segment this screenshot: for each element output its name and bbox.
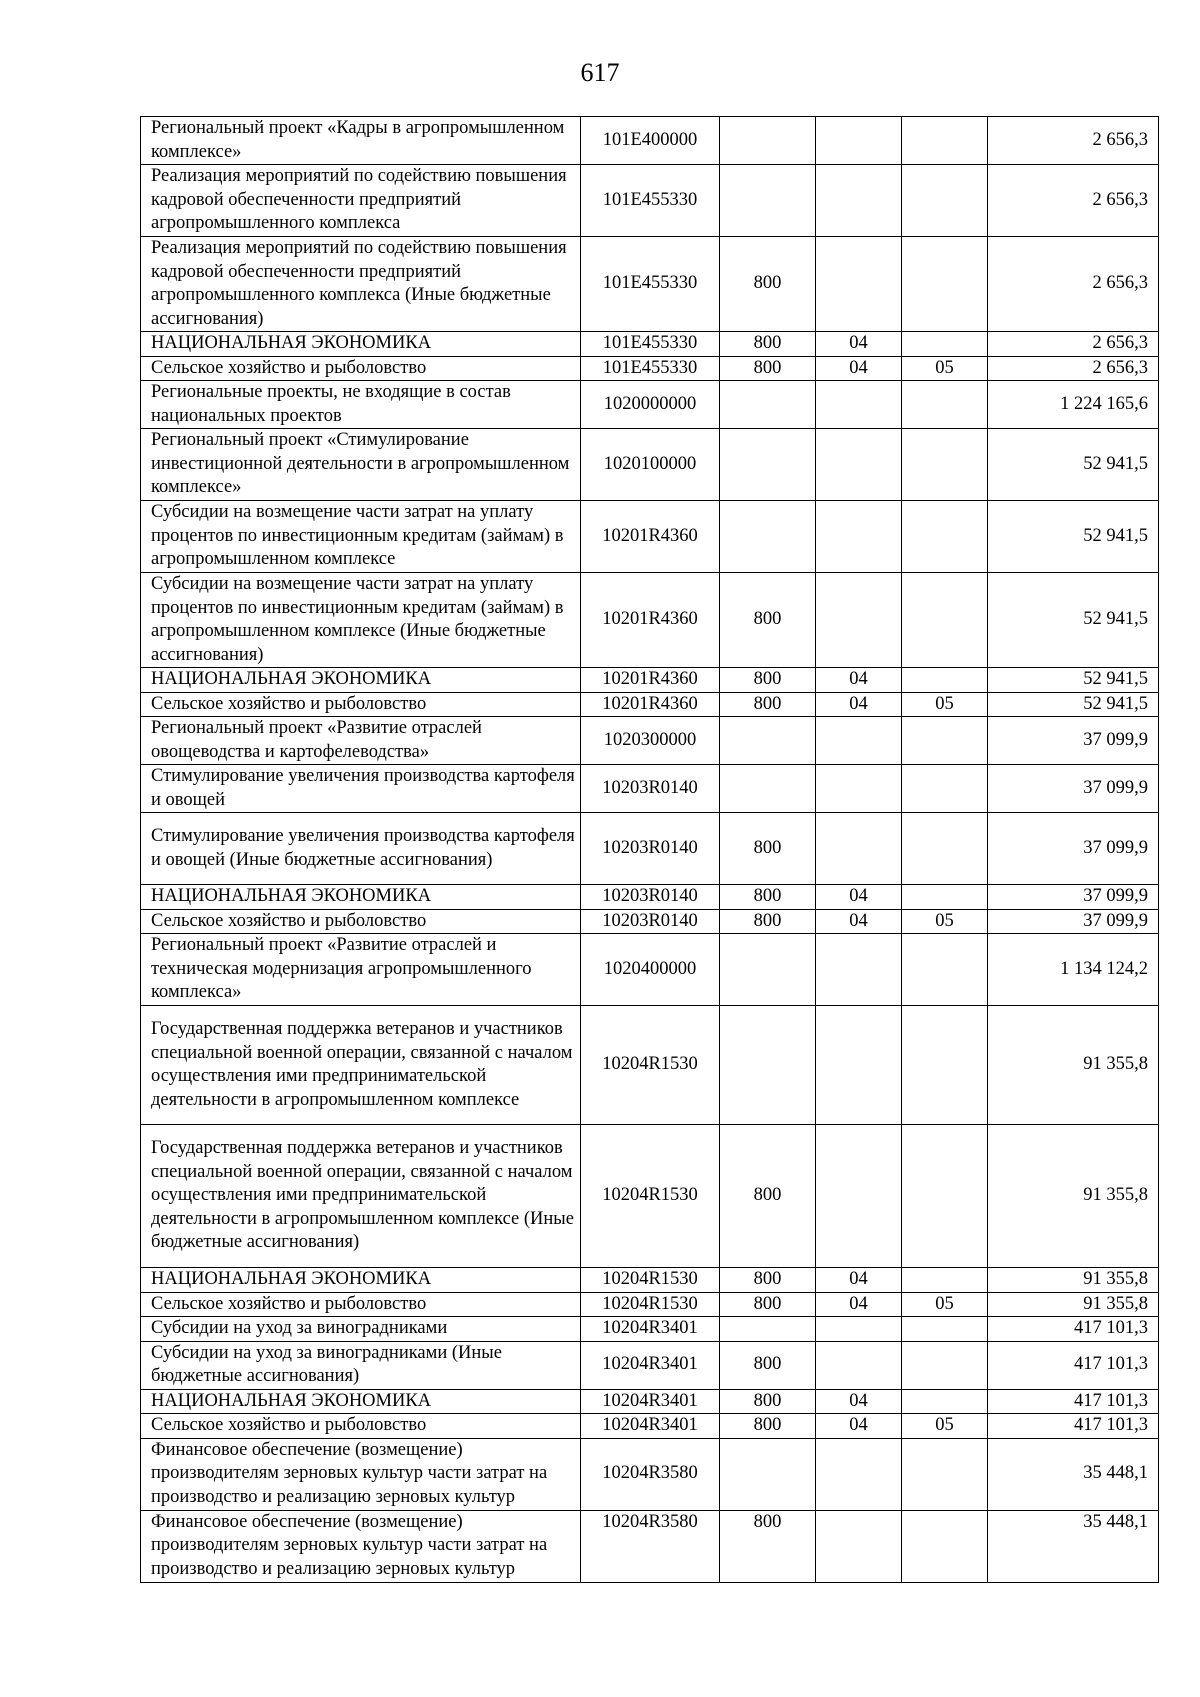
row-name-cell: Региональный проект «Развитие отраслей овощеводства и картофелеводства» [141,717,581,765]
row-csr-cell: 1020100000 [581,429,720,501]
budget-table [140,116,1159,1583]
row-rz-cell: 04 [816,1292,902,1317]
table-row [141,1317,1159,1342]
row-prz-cell [902,1268,988,1293]
row-vr-cell: 800 [720,813,816,885]
row-sum-cell: 35 448,1 [988,1510,1159,1582]
row-csr-cell: 10201R4360 [581,668,720,693]
row-name-cell: Стимулирование увеличения производства картофеля и овощей [141,765,581,813]
row-rz-cell: 04 [816,356,902,381]
row-vr-cell [720,1438,816,1510]
row-sum-cell: 35 448,1 [988,1438,1159,1510]
table-row [141,934,1159,1006]
table-row [141,573,1159,668]
row-csr-cell: 1020300000 [581,717,720,765]
row-name-cell: Государственная поддержка ветеранов и участников специальной военной операции, связанной с началом осуществления ими предпринимательской деятельности в агропромышленном комплексе [141,1006,581,1125]
row-csr-cell: 10201R4360 [581,573,720,668]
row-sum-cell: 37 099,9 [988,909,1159,934]
row-vr-cell: 800 [720,1414,816,1439]
row-prz-cell [902,1341,988,1389]
row-prz-cell [902,668,988,693]
row-sum-cell: 91 355,8 [988,1006,1159,1125]
row-csr-cell: 101Е455330 [581,165,720,237]
table-row [141,765,1159,813]
row-rz-cell [816,1125,902,1268]
table-row [141,1268,1159,1293]
row-rz-cell [816,117,902,165]
row-vr-cell: 800 [720,1125,816,1268]
row-name-cell: Региональный проект «Кадры в агропромышленном комплексе» [141,117,581,165]
row-csr-cell: 10204R1530 [581,1292,720,1317]
row-csr-cell: 10204R3401 [581,1341,720,1389]
row-csr-cell: 1020400000 [581,934,720,1006]
table-row [141,717,1159,765]
row-name-cell: НАЦИОНАЛЬНАЯ ЭКОНОМИКА [141,1389,581,1414]
row-vr-cell: 800 [720,332,816,357]
row-prz-cell [902,1317,988,1342]
row-vr-cell: 800 [720,237,816,332]
row-sum-cell: 417 101,3 [988,1414,1159,1439]
row-vr-cell [720,765,816,813]
row-rz-cell [816,573,902,668]
table-row [141,381,1159,429]
row-rz-cell [816,501,902,573]
row-prz-cell [902,429,988,501]
table-row [141,117,1159,165]
row-name-cell: Субсидии на уход за виноградниками (Иные бюджетные ассигнования) [141,1341,581,1389]
row-csr-cell: 10203R0140 [581,813,720,885]
row-sum-cell: 2 656,3 [988,165,1159,237]
row-name-cell: Субсидии на уход за виноградниками [141,1317,581,1342]
row-rz-cell [816,1341,902,1389]
row-name-cell: Финансовое обеспечение (возмещение) производителям зерновых культур части затрат на производство и реализацию зерновых культур [141,1438,581,1510]
row-name-cell: НАЦИОНАЛЬНАЯ ЭКОНОМИКА [141,668,581,693]
row-name-cell: Региональный проект «Развитие отраслей и техническая модернизация агропромышленного комплекса» [141,934,581,1006]
row-rz-cell [816,381,902,429]
row-sum-cell: 91 355,8 [988,1268,1159,1293]
row-prz-cell [902,717,988,765]
table-row [141,356,1159,381]
row-sum-cell: 1 224 165,6 [988,381,1159,429]
row-prz-cell: 05 [902,692,988,717]
table-row [141,668,1159,693]
row-name-cell: Сельское хозяйство и рыболовство [141,356,581,381]
row-prz-cell [902,1389,988,1414]
row-vr-cell: 800 [720,692,816,717]
row-rz-cell: 04 [816,668,902,693]
row-vr-cell [720,934,816,1006]
row-vr-cell: 800 [720,668,816,693]
table-row [141,813,1159,885]
row-rz-cell [816,1438,902,1510]
table-row [141,885,1159,910]
table-row [141,332,1159,357]
row-name-cell: Государственная поддержка ветеранов и участников специальной военной операции, связанной с началом осуществления ими предпринимательской деятельности в агропромышленном комплексе (Иные бюджетные ассигнования) [141,1125,581,1268]
row-prz-cell [902,165,988,237]
row-prz-cell [902,885,988,910]
row-sum-cell: 417 101,3 [988,1317,1159,1342]
row-name-cell: Финансовое обеспечение (возмещение) производителям зерновых культур части затрат на производство и реализацию зерновых культур [141,1510,581,1582]
row-csr-cell: 10203R0140 [581,765,720,813]
row-sum-cell: 2 656,3 [988,237,1159,332]
row-vr-cell: 800 [720,1292,816,1317]
row-vr-cell [720,501,816,573]
table-row [141,1510,1159,1582]
row-prz-cell: 05 [902,356,988,381]
row-sum-cell: 91 355,8 [988,1125,1159,1268]
row-csr-cell: 10204R1530 [581,1006,720,1125]
row-rz-cell [816,1510,902,1582]
row-vr-cell [720,1006,816,1125]
row-rz-cell [816,717,902,765]
row-rz-cell: 04 [816,1268,902,1293]
table-row [141,429,1159,501]
row-prz-cell [902,237,988,332]
row-vr-cell: 800 [720,885,816,910]
row-csr-cell: 10204R1530 [581,1268,720,1293]
row-vr-cell [720,165,816,237]
row-csr-cell: 10204R3401 [581,1414,720,1439]
row-sum-cell: 37 099,9 [988,717,1159,765]
row-rz-cell [816,237,902,332]
row-vr-cell: 800 [720,1389,816,1414]
row-prz-cell [902,117,988,165]
row-rz-cell [816,429,902,501]
row-rz-cell [816,934,902,1006]
table-row [141,1006,1159,1125]
row-csr-cell: 10204R3580 [581,1510,720,1582]
row-vr-cell [720,117,816,165]
row-sum-cell: 52 941,5 [988,501,1159,573]
row-prz-cell [902,332,988,357]
row-vr-cell: 800 [720,909,816,934]
row-sum-cell: 91 355,8 [988,1292,1159,1317]
budget-table-body [141,117,1159,1583]
row-rz-cell [816,765,902,813]
row-vr-cell: 800 [720,573,816,668]
row-name-cell: Сельское хозяйство и рыболовство [141,909,581,934]
row-name-cell: Стимулирование увеличения производства картофеля и овощей (Иные бюджетные ассигнования) [141,813,581,885]
row-csr-cell: 10203R0140 [581,909,720,934]
row-name-cell: НАЦИОНАЛЬНАЯ ЭКОНОМИКА [141,1268,581,1293]
row-prz-cell [902,573,988,668]
row-sum-cell: 2 656,3 [988,332,1159,357]
table-row [141,692,1159,717]
row-vr-cell [720,429,816,501]
row-prz-cell [902,934,988,1006]
row-sum-cell: 37 099,9 [988,813,1159,885]
row-sum-cell: 52 941,5 [988,692,1159,717]
table-row [141,165,1159,237]
row-rz-cell: 04 [816,332,902,357]
table-row [141,237,1159,332]
table-row [141,1414,1159,1439]
row-name-cell: НАЦИОНАЛЬНАЯ ЭКОНОМИКА [141,332,581,357]
row-sum-cell: 37 099,9 [988,765,1159,813]
row-vr-cell: 800 [720,1510,816,1582]
row-prz-cell [902,1510,988,1582]
row-rz-cell: 04 [816,885,902,910]
row-rz-cell: 04 [816,692,902,717]
row-vr-cell [720,381,816,429]
row-name-cell: Субсидии на возмещение части затрат на уплату процентов по инвестиционным кредитам (займам) в агропромышленном комплексе [141,501,581,573]
row-sum-cell: 52 941,5 [988,429,1159,501]
page-number: 617 [580,58,620,87]
row-sum-cell: 52 941,5 [988,573,1159,668]
table-row [141,1389,1159,1414]
row-csr-cell: 10203R0140 [581,885,720,910]
row-rz-cell [816,1006,902,1125]
row-csr-cell: 10201R4360 [581,692,720,717]
row-csr-cell: 101Е400000 [581,117,720,165]
row-name-cell: Сельское хозяйство и рыболовство [141,692,581,717]
row-vr-cell: 800 [720,356,816,381]
row-rz-cell: 04 [816,909,902,934]
row-prz-cell [902,765,988,813]
row-name-cell: Региональные проекты, не входящие в состав национальных проектов [141,381,581,429]
row-name-cell: Реализация мероприятий по содействию повышения кадровой обеспеченности предприятий агропромышленного комплекса (Иные бюджетные ассигнования) [141,237,581,332]
row-name-cell: Сельское хозяйство и рыболовство [141,1292,581,1317]
row-csr-cell: 10204R3401 [581,1317,720,1342]
row-sum-cell: 2 656,3 [988,356,1159,381]
row-prz-cell [902,813,988,885]
table-row [141,909,1159,934]
row-name-cell: Региональный проект «Стимулирование инвестиционной деятельности в агропромышленном комплексе» [141,429,581,501]
table-row [141,501,1159,573]
row-sum-cell: 2 656,3 [988,117,1159,165]
row-name-cell: Сельское хозяйство и рыболовство [141,1414,581,1439]
row-sum-cell: 37 099,9 [988,885,1159,910]
row-sum-cell: 417 101,3 [988,1341,1159,1389]
row-sum-cell: 417 101,3 [988,1389,1159,1414]
row-vr-cell [720,717,816,765]
row-vr-cell [720,1317,816,1342]
table-row [141,1438,1159,1510]
row-csr-cell: 101Е455330 [581,237,720,332]
row-sum-cell: 1 134 124,2 [988,934,1159,1006]
table-row [141,1292,1159,1317]
row-rz-cell [816,165,902,237]
row-prz-cell [902,381,988,429]
row-rz-cell [816,813,902,885]
row-vr-cell: 800 [720,1268,816,1293]
row-rz-cell [816,1317,902,1342]
row-csr-cell: 101Е455330 [581,356,720,381]
row-name-cell: Реализация мероприятий по содействию повышения кадровой обеспеченности предприятий агропромышленного комплекса [141,165,581,237]
row-prz-cell: 05 [902,1292,988,1317]
table-row [141,1341,1159,1389]
row-prz-cell: 05 [902,1414,988,1439]
row-rz-cell: 04 [816,1414,902,1439]
table-row [141,1125,1159,1268]
row-name-cell: НАЦИОНАЛЬНАЯ ЭКОНОМИКА [141,885,581,910]
row-prz-cell: 05 [902,909,988,934]
row-name-cell: Субсидии на возмещение части затрат на уплату процентов по инвестиционным кредитам (займам) в агропромышленном комплексе (Иные бюджетные ассигнования) [141,573,581,668]
row-csr-cell: 10204R3580 [581,1438,720,1510]
row-rz-cell: 04 [816,1389,902,1414]
row-sum-cell: 52 941,5 [988,668,1159,693]
row-prz-cell [902,501,988,573]
row-prz-cell [902,1006,988,1125]
row-csr-cell: 10204R3401 [581,1389,720,1414]
row-csr-cell: 1020000000 [581,381,720,429]
row-prz-cell [902,1438,988,1510]
row-vr-cell: 800 [720,1341,816,1389]
row-prz-cell [902,1125,988,1268]
row-csr-cell: 10204R1530 [581,1125,720,1268]
row-csr-cell: 101Е455330 [581,332,720,357]
row-csr-cell: 10201R4360 [581,501,720,573]
